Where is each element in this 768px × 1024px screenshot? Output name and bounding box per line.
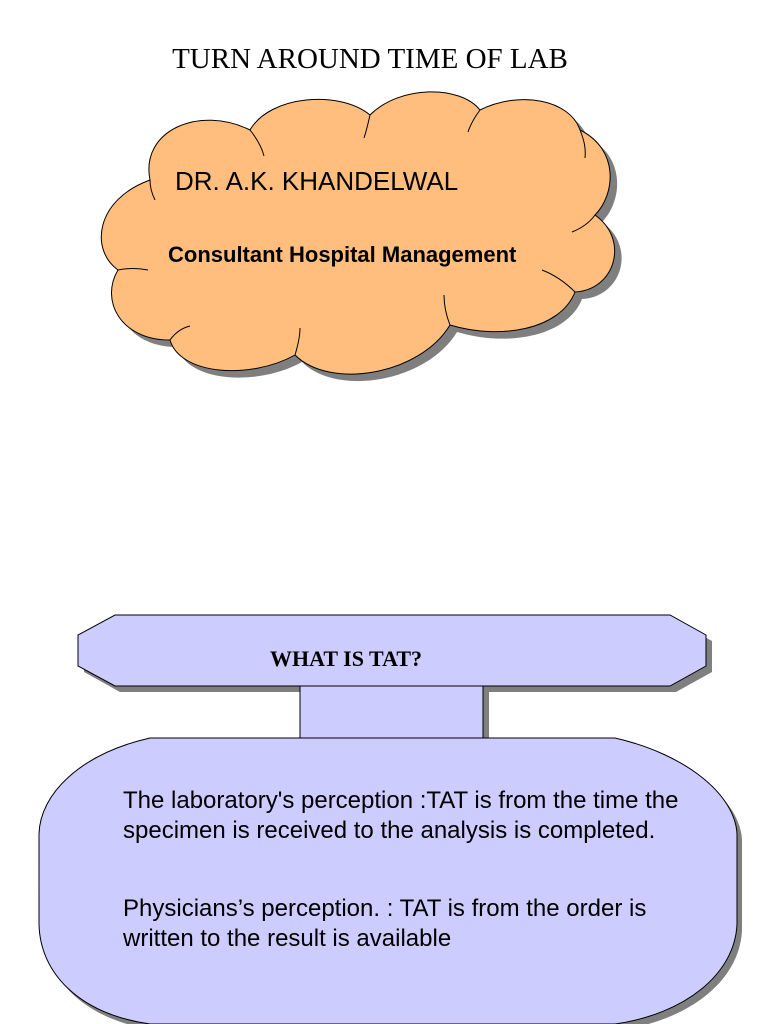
content-panel xyxy=(39,738,737,1024)
page-title: TURN AROUND TIME OF LAB xyxy=(172,43,568,75)
definition-paragraph: Physicians’s perception. : TAT is from the order is written to the result is available xyxy=(123,895,647,952)
author-name: DR. A.K. KHANDELWAL xyxy=(175,166,459,196)
section-title: WHAT IS TAT? xyxy=(270,646,423,671)
author-role: Consultant Hospital Management xyxy=(168,242,517,267)
definition-paragraph: The laboratory's perception :TAT is from the time the specimen is received to the analysis is completed. xyxy=(123,787,679,844)
connector xyxy=(300,686,483,738)
